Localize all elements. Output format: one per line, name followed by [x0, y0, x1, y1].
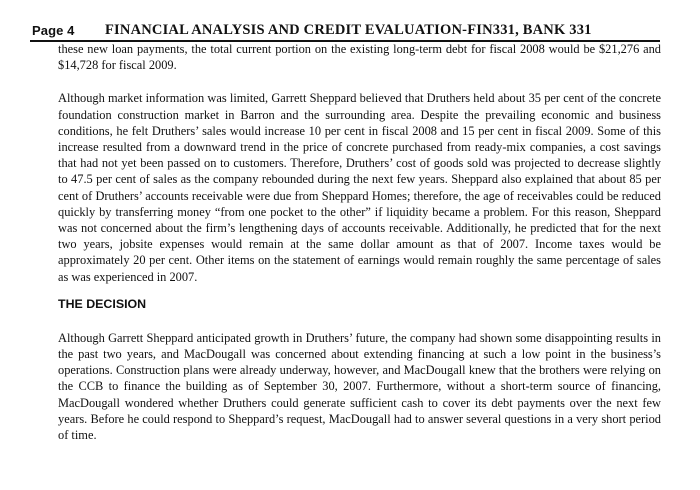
decision-paragraph: Although Garrett Sheppard anticipated growth in Druthers’ future, the company had shown some disappointing results in the past two years, and MacDougall was concerned about extending financing at such a low point in the business’s operations. Construction plans were already underway, however, and MacDougall knew that the brothers were relying on the CCB to finance the building as of September 30, 2007. Furthermore, without a short-term source of financing, MacDougall wondered whether Druthers could generate sufficient cash to cover its debt payments over the next few years. Before he could respond to Sheppard’s request, MacDougall had to answer several questions in a very short period of time. [58, 330, 661, 443]
page-number: Page 4 [32, 23, 75, 38]
body-text [58, 41, 661, 443]
page-header [30, 22, 660, 42]
market-paragraph: Although market information was limited, Garrett Sheppard believed that Druthers held about 35 per cent of the concrete foundation construction market in Barron and the surrounding area. Despite the prevailing economic and business conditions, he felt Druthers’ sales would increase 10 per cent in fiscal 2008 and 15 per cent in fiscal 2009. Some of this increase resulted from a downward trend in the price of concrete purchased from ready-mix companies, a cost savings that had not yet been passed on to customers. Therefore, Druthers’ cost of goods sold was projected to decrease slightly to 47.5 per cent of sales as the company rebounded during the next few years. Sheppard also explained that about 85 per cent of Druthers’ accounts receivable were due from Sheppard Homes; therefore, the age of receivables could be reduced quickly by transferring money “from one pocket to the other” if liquidity became a problem. For this reason, Sheppard was not concerned about the firm’s lengthening days of accounts receivable. Additionally, he predicted that for the next two years, jobsite expenses would remain at the same dollar amount as that of 2007. Income taxes would be approximately 20 per cent. Other items on the statement of earnings would remain roughly the same percentage of sales as was experienced in 2007. [58, 91, 661, 284]
continued-paragraph: these new loan payments, the total current portion on the existing long-term debt for fiscal 2008 would be $21,276 and $14,728 for fiscal 2009. [58, 42, 661, 73]
section-heading: THE DECISION [58, 296, 147, 311]
running-title: FINANCIAL ANALYSIS AND CREDIT EVALUATION-FIN331, BANK 331 [105, 22, 592, 38]
